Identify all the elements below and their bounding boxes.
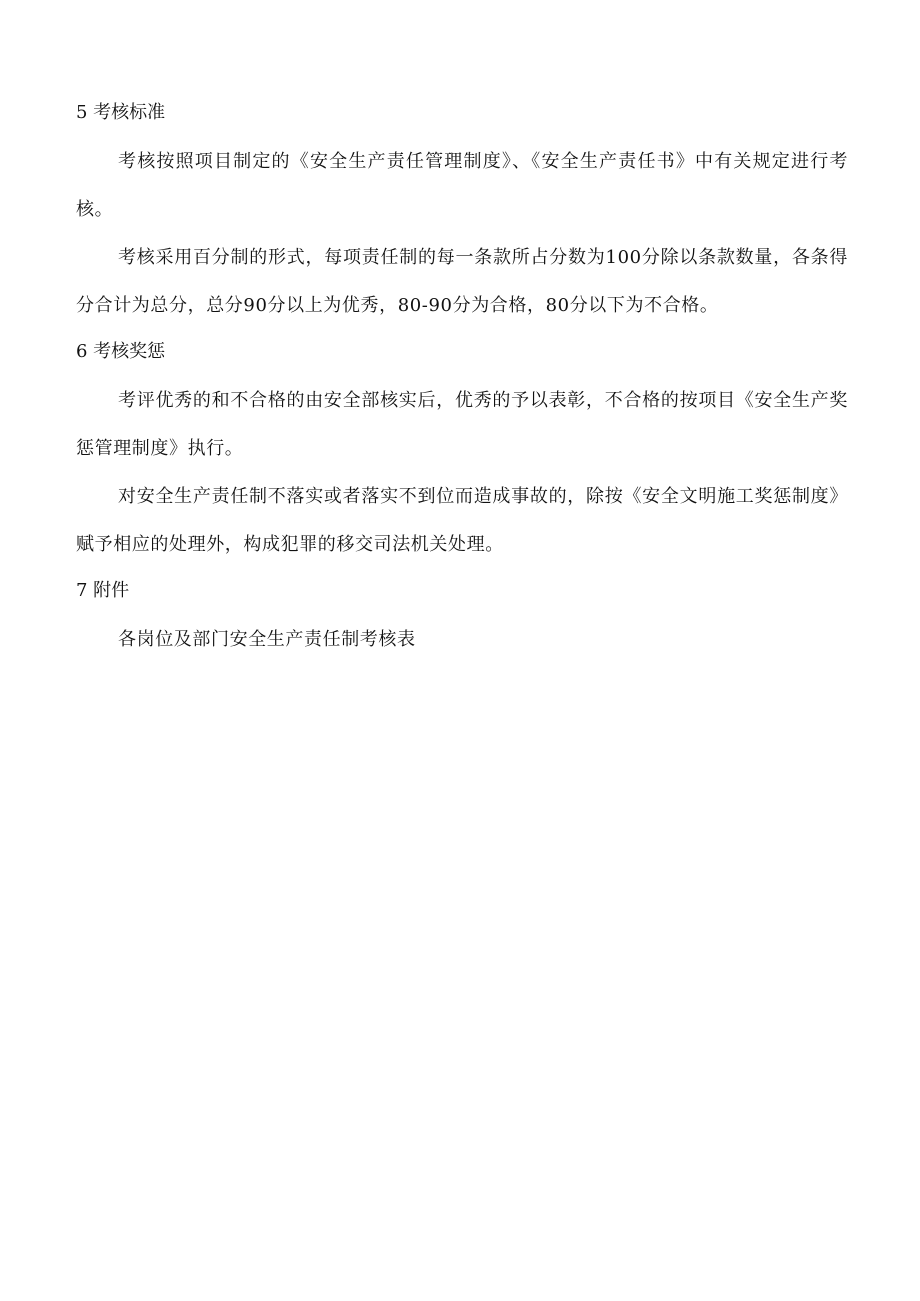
paragraph: 对安全生产责任制不落实或者落实不到位而造成事故的，除按《安全文明施工奖惩制度》赋予相应的处理外，构成犯罪的移交司法机关处理。 bbox=[76, 486, 848, 555]
paragraph: 考评优秀的和不合格的由安全部核实后，优秀的予以表彰，不合格的按项目《安全生产奖惩管理制度》执行。 bbox=[76, 390, 848, 459]
paragraph: 考核按照项目制定的《安全生产责任管理制度》、《安全生产责任书》中有关规定进行考核。 bbox=[76, 151, 848, 220]
section-heading-5: 5 考核标准 bbox=[76, 102, 166, 123]
section-heading-6: 6 考核奖惩 bbox=[76, 341, 166, 362]
paragraph: 各岗位及部门安全生产责任制考核表 bbox=[118, 629, 416, 650]
section-heading-7: 7 附件 bbox=[76, 580, 130, 601]
paragraph: 考核采用百分制的形式，每项责任制的每一条款所占分数为100分除以条款数量，各条得分合计为总分，总分90分以上为优秀，80-90分为合格，80分以下为不合格。 bbox=[76, 247, 848, 316]
